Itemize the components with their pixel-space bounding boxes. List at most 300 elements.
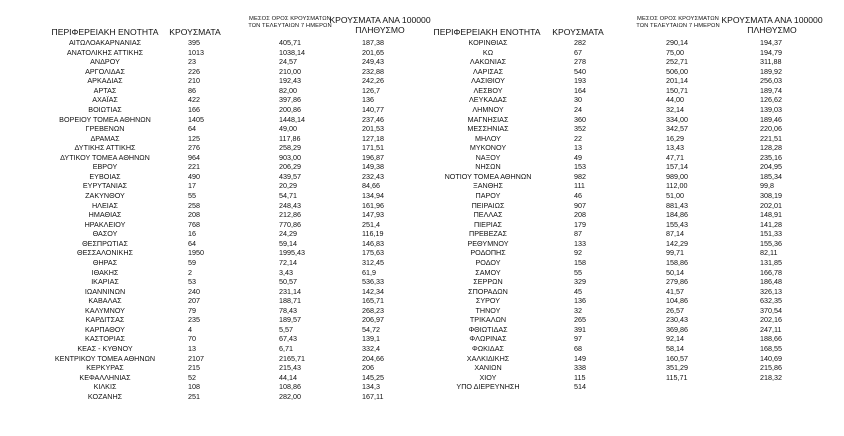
cell-per100k: 326,13 (760, 286, 782, 296)
cell-region: ΓΡΕΒΕΝΩΝ (85, 124, 125, 134)
cell-per100k: 370,54 (760, 305, 782, 315)
right-avg7-column (666, 38, 716, 392)
cell-per100k: 99,8 (760, 181, 774, 191)
cell-per100k: 232,88 (362, 66, 384, 76)
cell-per100k: 127,18 (362, 133, 384, 143)
cell-region: ΣΑΜΟΥ (475, 267, 501, 277)
cell-region: ΦΩΚΙΔΑΣ (472, 344, 504, 353)
cell-region: ΛΑΡΙΣΑΣ (472, 66, 504, 76)
cell-cases: 215 (188, 363, 200, 373)
cell-region: ΔΥΤΙΚΟΥ ΤΟΜΕΑ ΑΘΗΝΩΝ (60, 152, 150, 162)
cell-per100k: 312,45 (362, 257, 384, 267)
cell-cases: 53 (188, 277, 196, 287)
cell-avg7: 439,57 (279, 171, 301, 181)
cell-cases: 97 (574, 334, 582, 344)
cell-avg7: 50,57 (279, 277, 297, 287)
cell-region: ΜΑΓΝΗΣΙΑΣ (467, 114, 509, 124)
cell-cases: 1405 (188, 114, 204, 124)
cell-avg7: 1038,14 (279, 47, 305, 57)
right-cases-column (574, 38, 614, 392)
cell-region: ΗΛΕΙΑΣ (91, 200, 119, 210)
cell-region: ΜΥΚΟΝΟΥ (469, 143, 507, 153)
cell-avg7: 342,57 (666, 124, 688, 134)
cell-region: ΝΟΤΙΟΥ ΤΟΜΕΑ ΑΘΗΝΩΝ (444, 171, 532, 181)
cell-per100k: 201,65 (362, 47, 384, 57)
header-cases-right: ΚΡΟΥΣΜΑΤΑ (552, 27, 604, 37)
cell-per100k: 145,25 (362, 372, 384, 382)
cell-region: ΚΙΛΚΙΣ (93, 382, 117, 392)
cell-cases: 55 (188, 191, 196, 200)
cell-per100k: 171,51 (362, 143, 384, 153)
cell-cases: 490 (188, 171, 200, 181)
cell-per100k: 134,3 (362, 382, 380, 392)
cell-avg7: 1995,43 (279, 248, 305, 258)
cell-per100k: 142,34 (362, 286, 384, 296)
cell-avg7: 230,43 (666, 315, 688, 325)
cell-region: ΘΕΣΣΑΛΟΝΙΚΗΣ (77, 248, 133, 258)
cell-region: ΕΥΡΥΤΑΝΙΑΣ (82, 181, 128, 191)
cell-avg7: 92,14 (666, 334, 684, 344)
cell-cases: 221 (188, 162, 200, 172)
cell-per100k: 139,1 (362, 334, 380, 344)
cell-region: ΣΠΟΡΑΔΩΝ (468, 286, 508, 296)
cell-avg7: 188,71 (279, 296, 301, 306)
cell-per100k: 196,87 (362, 152, 384, 162)
cell-region: ΒΟΡΕΙΟΥ ΤΟΜΕΑ ΑΘΗΝΩΝ (59, 114, 151, 124)
cell-cases: 125 (188, 133, 200, 143)
cell-avg7: 67,43 (279, 334, 297, 344)
cell-per100k: 194,79 (760, 47, 782, 57)
cell-avg7: 26,57 (666, 305, 684, 315)
cell-region: ΜΕΣΣΗΝΙΑΣ (467, 124, 509, 134)
cell-cases: 208 (574, 210, 586, 220)
cell-avg7: 99,71 (666, 248, 684, 258)
cell-avg7: 200,86 (279, 104, 301, 114)
cell-region: ΡΕΘΥΜΝΟΥ (467, 238, 509, 248)
cell-avg7: 770,86 (279, 219, 301, 229)
cell-region: ΙΩΑΝΝΙΝΩΝ (84, 286, 126, 296)
cell-per100k: 189,92 (760, 66, 782, 76)
cell-region: ΑΙΤΩΛΟΑΚΑΡΝΑΝΙΑΣ (68, 38, 142, 47)
cell-cases: 265 (574, 315, 586, 325)
cell-avg7: 158,86 (666, 257, 688, 267)
cell-per100k: 247,11 (760, 324, 782, 334)
cell-cases: 1950 (188, 248, 204, 258)
cell-region: ΔΥΤΙΚΗΣ ΑΤΤΙΚΗΣ (74, 143, 136, 153)
left-cases-column (188, 38, 228, 401)
cell-region: ΑΡΤΑΣ (93, 85, 117, 95)
cell-cases: 166 (188, 104, 200, 114)
cell-per100k: 140,69 (760, 353, 782, 363)
cell-cases: 395 (188, 38, 200, 47)
left-region-column (30, 38, 180, 401)
cell-avg7: 279,86 (666, 277, 688, 287)
cell-region: ΑΝΑΤΟΛΙΚΗΣ ΑΤΤΙΚΗΣ (66, 47, 144, 57)
cell-cases: 276 (188, 143, 200, 153)
cell-per100k: 188,66 (760, 334, 782, 344)
cell-per100k: 332,4 (362, 344, 380, 353)
cell-per100k: 632,35 (760, 296, 782, 306)
cell-cases: 422 (188, 95, 200, 105)
cell-cases: 226 (188, 66, 200, 76)
cell-avg7: 87,14 (666, 229, 684, 239)
cell-per100k: 311,88 (760, 57, 782, 67)
cell-cases: 70 (188, 334, 196, 344)
cell-cases: 540 (574, 66, 586, 76)
cell-cases: 391 (574, 324, 586, 334)
cell-cases: 2107 (188, 353, 204, 363)
cell-cases: 149 (574, 353, 586, 363)
cell-region: ΦΘΙΩΤΙΔΑΣ (468, 324, 508, 334)
cell-cases: 17 (188, 181, 196, 191)
cell-region: ΛΕΥΚΑΔΑΣ (468, 95, 507, 105)
cell-per100k: 204,66 (362, 353, 384, 363)
cell-region: ΚΕΦΑΛΛΗΝΙΑΣ (79, 372, 131, 382)
cell-avg7: 989,00 (666, 171, 688, 181)
cell-per100k: 202,01 (760, 200, 782, 210)
cell-avg7: 397,86 (279, 95, 301, 105)
right-per100k-column (760, 38, 810, 392)
cell-per100k: 220,06 (760, 124, 782, 134)
cell-region: ΙΘΑΚΗΣ (91, 267, 119, 277)
cell-cases: 258 (188, 200, 200, 210)
cell-per100k: 140,77 (362, 104, 384, 114)
cell-region: ΚΑΛΥΜΝΟΥ (85, 305, 125, 315)
header-avg7-right (628, 16, 728, 29)
cell-region: ΧΙΟΥ (479, 372, 497, 382)
cell-per100k: 82,11 (760, 248, 778, 258)
header-avg7-line2: ΤΩΝ ΤΕΛΕΥΤΑΙΩΝ 7 ΗΜΕΡΩΝ (248, 22, 332, 29)
cell-region: ΘΕΣΠΡΩΤΙΑΣ (82, 238, 128, 248)
cell-per100k: 141,28 (760, 219, 782, 229)
cell-avg7: 212,86 (279, 210, 301, 220)
cell-avg7: 104,86 (666, 296, 688, 306)
cell-cases: 16 (188, 229, 196, 239)
cell-avg7: 24,57 (279, 57, 297, 67)
cell-region: ΡΟΔΟΠΗΣ (470, 248, 506, 258)
cell-region: ΑΧΑΪΑΣ (92, 95, 118, 105)
cell-region: ΕΥΒΟΙΑΣ (89, 171, 121, 181)
cell-per100k: 131,85 (760, 257, 782, 267)
cell-avg7: 142,29 (666, 238, 688, 248)
cell-region: ΗΜΑΘΙΑΣ (88, 210, 122, 220)
cell-cases: 982 (574, 171, 586, 181)
cell-cases: 964 (188, 152, 200, 162)
cell-cases: 49 (574, 152, 582, 162)
cell-per100k: 242,26 (362, 76, 384, 86)
cell-avg7: 72,14 (279, 257, 297, 267)
cell-avg7: 50,14 (666, 267, 684, 277)
cell-region: ΞΑΝΘΗΣ (473, 181, 503, 191)
cell-cases: 282 (574, 38, 586, 47)
cell-avg7: 184,86 (666, 210, 688, 220)
cell-cases: 13 (574, 143, 582, 153)
cell-avg7: 51,00 (666, 191, 684, 200)
cell-cases: 67 (574, 47, 582, 57)
cell-cases: 240 (188, 286, 200, 296)
cell-avg7: 117,86 (279, 133, 301, 143)
cell-cases: 115 (574, 372, 586, 382)
cell-region: ΧΑΛΚΙΔΙΚΗΣ (466, 353, 510, 363)
cell-cases: 338 (574, 363, 586, 373)
cell-region: ΧΑΝΙΩΝ (474, 363, 502, 373)
cell-cases: 111 (574, 181, 585, 191)
cell-per100k: 54,72 (362, 324, 380, 334)
cell-region: ΚΑΡΔΙΤΣΑΣ (85, 315, 125, 325)
cell-avg7: 5,57 (279, 324, 293, 334)
cell-avg7: 44,14 (279, 372, 297, 382)
header-per100k-line1: ΚΡΟΥΣΜΑΤΑ ΑΝΑ 100000 (721, 15, 823, 25)
cell-per100k: 206,97 (362, 315, 384, 325)
cell-cases: 46 (574, 191, 582, 200)
header-avg7-line1: ΜΕΣΟΣ ΟΡΟΣ ΚΡΟΥΣΜΑΤΩΝ (249, 16, 331, 22)
cell-cases: 59 (188, 257, 196, 267)
cell-per100k: 206 (362, 363, 374, 373)
cell-cases: 153 (574, 162, 586, 172)
cell-cases: 251 (188, 391, 200, 401)
cell-region: ΚΑΡΠΑΘΟΥ (85, 324, 125, 334)
cell-region: ΠΕΙΡΑΙΩΣ (471, 200, 505, 210)
cell-region: ΝΑΞΟΥ (475, 152, 501, 162)
cell-per100k: 249,43 (362, 57, 384, 67)
cell-per100k: 202,16 (760, 315, 782, 325)
cell-per100k: 221,51 (760, 133, 782, 143)
header-per100k-right (716, 16, 828, 36)
cell-cases: 210 (188, 76, 200, 86)
left-per100k-column (362, 38, 412, 401)
cell-cases: 92 (574, 248, 582, 258)
cell-cases: 64 (188, 124, 196, 134)
cell-region: ΑΝΔΡΟΥ (90, 57, 120, 67)
cell-region: ΛΗΜΝΟΥ (472, 104, 504, 114)
cell-region: ΕΒΡΟΥ (92, 162, 118, 172)
cell-cases: 23 (188, 57, 196, 67)
cell-region: ΖΑΚΥΝΘΟΥ (85, 191, 125, 200)
cell-cases: 30 (574, 95, 582, 105)
cell-per100k (760, 382, 810, 392)
header-avg7-line1: ΜΕΣΟΣ ΟΡΟΣ ΚΡΟΥΣΜΑΤΩΝ (637, 16, 719, 22)
cell-region: ΘΗΡΑΣ (92, 257, 118, 267)
cell-region: ΣΥΡΟΥ (475, 296, 501, 306)
cell-per100k: 536,33 (362, 277, 384, 287)
cell-region: ΠΡΕΒΕΖΑΣ (469, 229, 507, 239)
cell-per100k: 147,93 (362, 210, 384, 220)
cell-avg7: 201,14 (666, 76, 688, 86)
cell-cases: 352 (574, 124, 586, 134)
cell-cases: 68 (574, 344, 582, 353)
cell-avg7: 160,57 (666, 353, 688, 363)
cell-cases: 52 (188, 372, 196, 382)
cell-per100k: 136 (362, 95, 374, 105)
cell-region: ΔΡΑΜΑΣ (90, 133, 120, 143)
cell-per100k: 268,23 (362, 305, 384, 315)
cell-cases: 207 (188, 296, 200, 306)
cell-region: ΡΟΔΟΥ (475, 257, 501, 267)
cell-avg7: 369,86 (666, 324, 688, 334)
cell-per100k: 189,46 (760, 114, 782, 124)
cell-avg7: 58,14 (666, 344, 684, 353)
cell-avg7: 112,00 (666, 181, 688, 191)
cell-per100k: 204,95 (760, 162, 782, 172)
cell-region: ΑΡΚΑΔΙΑΣ (87, 76, 123, 86)
cell-per100k: 116,19 (362, 229, 384, 239)
cell-per100k: 165,71 (362, 296, 384, 306)
cell-cases: 136 (574, 296, 586, 306)
cell-avg7: 49,00 (279, 124, 297, 134)
cell-per100k: 218,32 (760, 372, 782, 382)
cell-region: ΝΗΣΩΝ (475, 162, 501, 172)
cell-avg7: 20,29 (279, 181, 297, 191)
header-per100k-line2: ΠΛΗΘΥΣΜΟ (747, 24, 797, 35)
cell-per100k: 126,62 (760, 95, 782, 105)
cell-cases: 4 (188, 324, 192, 334)
cell-per100k: 148,91 (760, 210, 782, 220)
cell-cases: 55 (574, 267, 582, 277)
cell-per100k: 232,43 (362, 171, 384, 181)
header-per100k-line2: ΠΛΗΘΥΣΜΟ (355, 24, 405, 35)
cell-avg7: 32,14 (666, 104, 684, 114)
cell-avg7: 41,57 (666, 286, 684, 296)
cell-region: ΚΑΒΑΛΑΣ (88, 296, 122, 306)
cell-avg7: 82,00 (279, 85, 297, 95)
cell-avg7 (666, 382, 716, 392)
cell-cases: 164 (574, 85, 586, 95)
cell-region: ΦΛΩΡΙΝΑΣ (469, 334, 507, 344)
cell-avg7: 13,43 (666, 143, 684, 153)
cell-per100k: 146,83 (362, 238, 384, 248)
cell-cases: 87 (574, 229, 582, 239)
cell-region: ΚΟΡΙΝΘΙΑΣ (468, 38, 508, 47)
header-per100k-line1: ΚΡΟΥΣΜΑΤΑ ΑΝΑ 100000 (329, 15, 431, 25)
cell-cases: 193 (574, 76, 586, 86)
cell-avg7: 215,43 (279, 363, 301, 373)
cell-region: ΠΕΛΛΑΣ (473, 210, 503, 220)
cell-region: ΚΕΑΣ - ΚΥΘΝΟΥ (77, 344, 133, 353)
cell-per100k: 151,33 (760, 229, 782, 239)
cell-region: ΚΕΡΚΥΡΑΣ (86, 363, 124, 373)
cell-per100k: 61,9 (362, 267, 376, 277)
cell-cases: 24 (574, 104, 582, 114)
cell-cases: 768 (188, 219, 200, 229)
cell-avg7: 334,00 (666, 114, 688, 124)
cell-region: ΣΕΡΡΩΝ (473, 277, 503, 287)
cell-avg7: 59,14 (279, 238, 297, 248)
cell-per100k: 167,11 (362, 391, 384, 401)
left-avg7-column (279, 38, 329, 401)
cell-avg7: 24,29 (279, 229, 297, 239)
cell-avg7: 282,00 (279, 391, 301, 401)
cell-avg7: 258,29 (279, 143, 301, 153)
cell-avg7: 16,29 (666, 133, 684, 143)
cell-per100k: 201,53 (362, 124, 384, 134)
cell-per100k: 308,19 (760, 191, 782, 200)
cell-cases: 22 (574, 133, 582, 143)
cell-per100k: 149,38 (362, 162, 384, 172)
cell-region: ΠΑΡΟΥ (475, 191, 501, 200)
header-region-left: ΠΕΡΙΦΕΡΕΙΑΚΗ ΕΝΟΤΗΤΑ (51, 27, 159, 37)
cell-avg7: 1448,14 (279, 114, 305, 124)
cell-per100k: 185,34 (760, 171, 782, 181)
cell-per100k: 194,37 (760, 38, 782, 47)
cell-avg7: 192,43 (279, 76, 301, 86)
cell-cases: 64 (188, 238, 196, 248)
cell-avg7: 44,00 (666, 95, 684, 105)
cell-per100k: 251,4 (362, 219, 380, 229)
cell-avg7: 150,71 (666, 85, 688, 95)
cell-region: ΜΗΛΟΥ (475, 133, 501, 143)
cell-cases: 208 (188, 210, 200, 220)
cell-region: ΛΕΣΒΟΥ (473, 85, 503, 95)
cell-avg7: 231,14 (279, 286, 301, 296)
cell-per100k: 187,38 (362, 38, 384, 47)
cell-avg7: 75,00 (666, 47, 684, 57)
cell-region: ΛΑΣΙΘΙΟΥ (471, 76, 505, 86)
cell-region: ΥΠΟ ΔΙΕΡΕΥΝΗΣΗ (456, 382, 520, 392)
cell-per100k: 235,16 (760, 152, 782, 162)
cell-cases: 108 (188, 382, 200, 392)
cell-avg7: 210,00 (279, 66, 301, 76)
cell-per100k: 155,36 (760, 238, 782, 248)
cell-region: ΚΕΝΤΡΙΚΟΥ ΤΟΜΕΑ ΑΘΗΝΩΝ (54, 353, 156, 363)
cell-avg7: 47,71 (666, 152, 684, 162)
header-per100k-left (325, 16, 435, 36)
cell-cases: 79 (188, 305, 196, 315)
cell-per100k: 84,66 (362, 181, 380, 191)
cell-cases: 158 (574, 257, 586, 267)
cell-per100k: 215,86 (760, 363, 782, 373)
cell-region: ΤΡΙΚΑΛΩΝ (469, 315, 507, 325)
cell-avg7: 78,43 (279, 305, 297, 315)
right-region-column (432, 38, 544, 392)
cell-cases: 86 (188, 85, 196, 95)
cell-cases: 514 (574, 382, 586, 392)
cell-avg7: 903,00 (279, 152, 301, 162)
cell-avg7: 405,71 (279, 38, 301, 47)
cell-avg7: 248,43 (279, 200, 301, 210)
cell-cases: 133 (574, 238, 586, 248)
header-region-right: ΠΕΡΙΦΕΡΕΙΑΚΗ ΕΝΟΤΗΤΑ (433, 27, 541, 37)
cell-per100k: 237,46 (362, 114, 384, 124)
cell-per100k: 128,28 (760, 143, 782, 153)
cell-cases: 329 (574, 277, 586, 287)
cell-avg7: 881,43 (666, 200, 688, 210)
cell-per100k: 126,7 (362, 85, 380, 95)
cell-region: ΙΚΑΡΙΑΣ (91, 277, 119, 287)
cell-region: ΤΗΝΟΥ (475, 305, 501, 315)
cell-per100k: 166,78 (760, 267, 782, 277)
cell-region: ΗΡΑΚΛΕΙΟΥ (84, 219, 126, 229)
cell-avg7: 157,14 (666, 162, 688, 172)
cell-avg7: 506,00 (666, 66, 688, 76)
cell-per100k: 139,03 (760, 104, 782, 114)
cell-region: ΚΑΣΤΟΡΙΑΣ (85, 334, 125, 344)
cell-avg7: 189,57 (279, 315, 301, 325)
cell-cases: 32 (574, 305, 582, 315)
cell-avg7: 108,86 (279, 382, 301, 392)
cell-avg7: 290,14 (666, 38, 688, 47)
cell-region: ΒΟΙΩΤΙΑΣ (88, 104, 122, 114)
cell-avg7: 206,29 (279, 162, 301, 172)
cell-avg7: 252,71 (666, 57, 688, 67)
cell-region: ΠΙΕΡΙΑΣ (473, 219, 502, 229)
cell-cases: 179 (574, 219, 586, 229)
cell-region: ΚΩ (482, 47, 494, 57)
cell-avg7: 6,71 (279, 344, 293, 353)
cell-per100k: 186,48 (760, 277, 782, 287)
cell-cases: 1013 (188, 47, 204, 57)
cell-per100k: 134,94 (362, 191, 384, 200)
cell-per100k: 189,74 (760, 85, 782, 95)
